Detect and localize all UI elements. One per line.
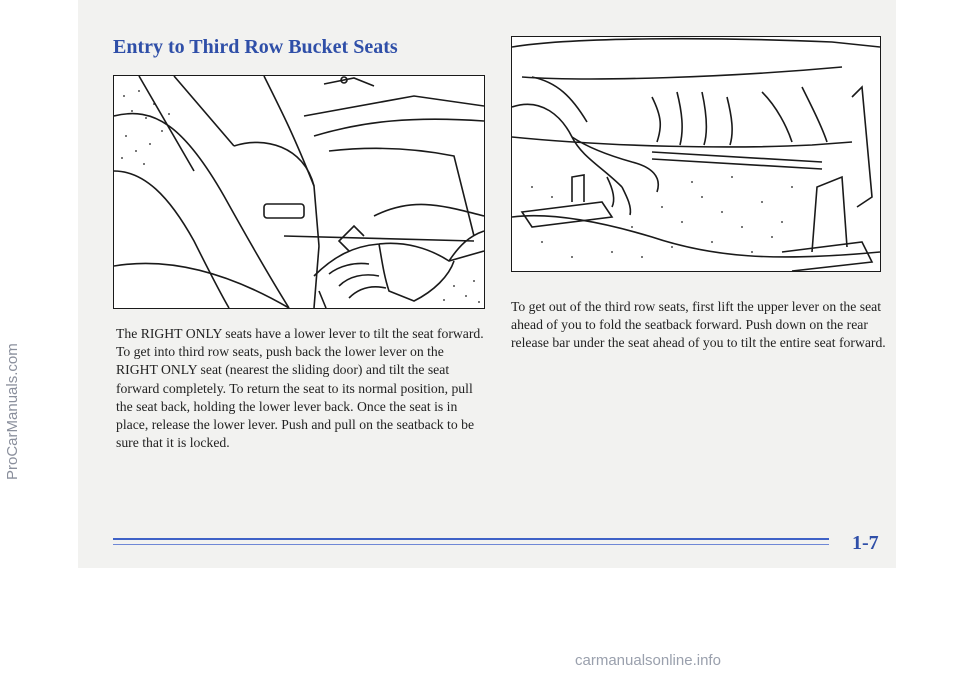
footer-rule-bottom (113, 544, 829, 545)
page-number: 1-7 (852, 532, 879, 554)
footer-watermark[interactable]: carmanualsonline.info (575, 652, 721, 669)
side-watermark: ProCarManuals.com (4, 343, 21, 480)
footer-rule-top (113, 538, 829, 540)
seat-lower-lever-illustration-icon (114, 76, 484, 308)
release-bar-illustration (511, 36, 881, 272)
section-title: Entry to Third Row Bucket Seats (113, 36, 398, 58)
rear-release-bar-illustration-icon (512, 37, 880, 271)
right-body-paragraph: To get out of the third row seats, first lift the upper lever on the seat ahead of you to fold the seatback forward. Push down on the rear release bar under the seat ahead of you to tilt the entire seat forward. (511, 299, 886, 351)
left-body-paragraph: The RIGHT ONLY seats have a lower lever to tilt the seat forward. To get into third row seats, push back the lower lever on the RIGHT ONLY seat (nearest the sliding door) and tilt the seat forward completely. To return the seat to its normal position, pull the seat back, holding the lower lever back. Once the seat is in place, release the lower lever. Push and pull on the seatback to be sure that it is locked. (116, 326, 484, 451)
seat-lever-illustration (113, 75, 485, 309)
